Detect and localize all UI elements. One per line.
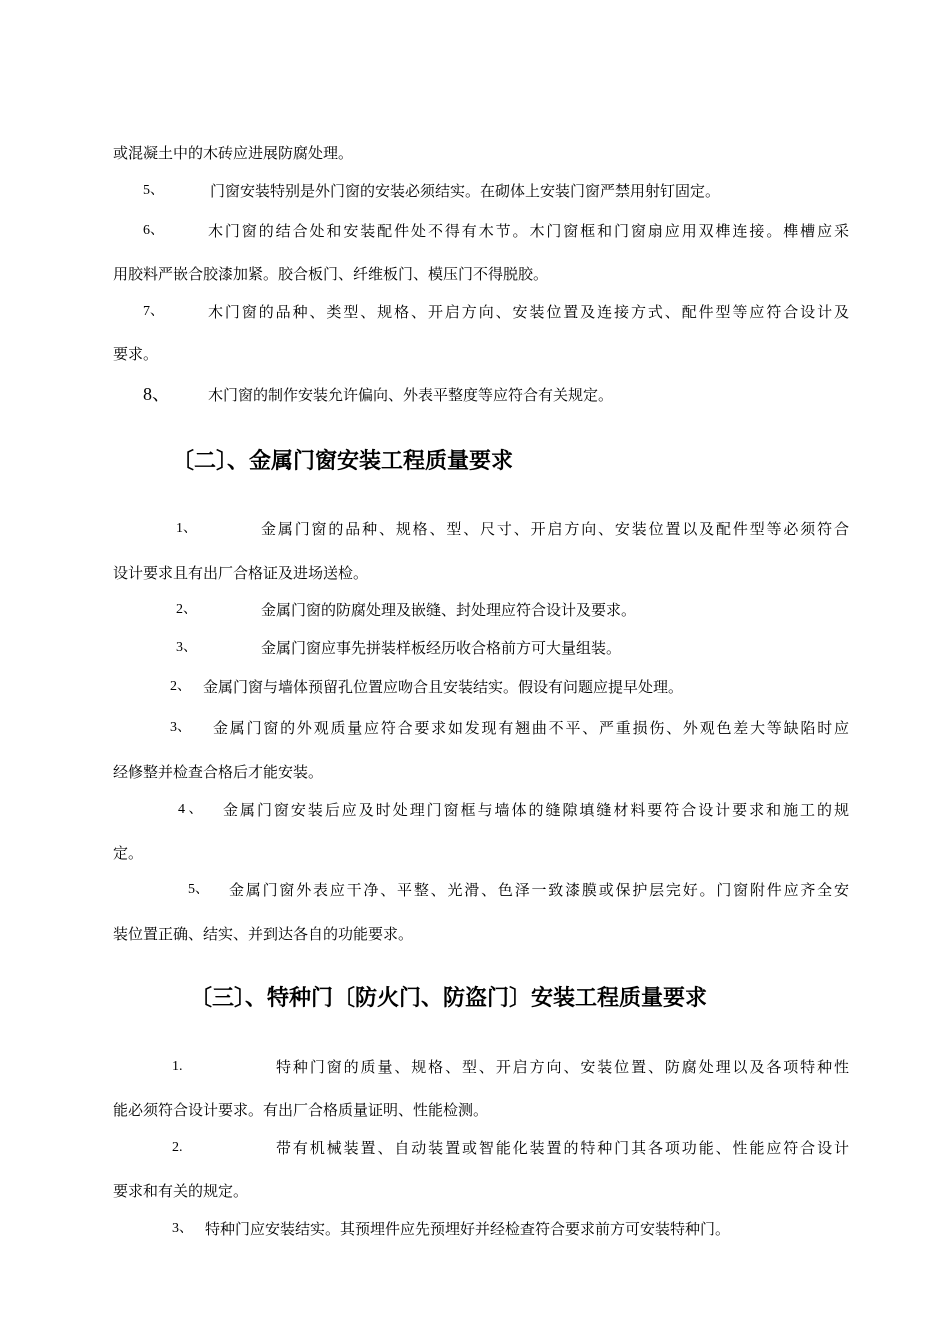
- item-text-cont: 要求和有关的规定。: [113, 1182, 249, 1200]
- paragraph-continuation: 或混凝土中的木砖应进展防腐处理。: [113, 144, 354, 162]
- item-number: 3、: [176, 640, 197, 655]
- item-text: 金属门窗应事先拼装样板经历收合格前方可大量组装。: [261, 639, 622, 657]
- item-text: 木门窗的品种、类型、规格、开启方向、安装位置及连接方式、配件型等应符合设计及: [208, 303, 849, 321]
- item-text: 木门窗的结合处和安装配件处不得有木节。木门窗框和门窗扇应用双榫连接。榫槽应采: [208, 222, 849, 240]
- item-number: 5、: [188, 882, 209, 897]
- item-text: 金属门窗安装后应及时处理门窗框与墙体的缝隙填缝材料要符合设计要求和施工的规: [223, 801, 849, 819]
- item-text: 木门窗的制作安装允许偏向、外表平整度等应符合有关规定。: [208, 386, 614, 404]
- item-text: 特种门应安装结实。其预埋件应先预埋好并经检查符合要求前方可安装特种门。: [205, 1220, 731, 1238]
- item-text-cont: 能必须符合设计要求。有出厂合格质量证明、性能检测。: [113, 1101, 489, 1119]
- item-text: 带有机械装置、自动装置或智能化装置的特种门其各项功能、性能应符合设计: [276, 1139, 849, 1157]
- item-text: 门窗安装特别是外门窗的安装必须结实。在砌体上安装门窗严禁用射钉固定。: [210, 182, 721, 200]
- item-number: 8、: [143, 384, 170, 404]
- item-number: 2、: [170, 679, 191, 694]
- item-text: 金属门窗与墙体预留孔位置应吻合且安装结实。假设有问题应提早处理。: [203, 678, 684, 696]
- item-text: 金属门窗外表应干净、平整、光滑、色泽一致漆膜或保护层完好。门窗附件应齐全安: [229, 881, 849, 899]
- item-number: 3、: [170, 720, 191, 735]
- item-number: 1、: [176, 521, 197, 536]
- item-number: 2.: [172, 1140, 183, 1155]
- item-number: 5、: [143, 183, 164, 198]
- section-heading: 〔三〕、特种门〔防火门、防盗门〕安装工程质量要求: [190, 986, 708, 1011]
- item-text-cont: 装位置正确、结实、并到达各自的功能要求。: [113, 925, 414, 943]
- item-number: 3、: [172, 1221, 193, 1236]
- item-number: 6、: [143, 223, 164, 238]
- item-text-cont: 要求。: [113, 345, 159, 363]
- item-number: 4 、: [178, 802, 203, 817]
- item-text: 金属门窗的防腐处理及嵌缝、封处理应符合设计及要求。: [261, 601, 637, 619]
- item-text-cont: 经修整并检查合格后才能安装。: [113, 763, 324, 781]
- item-text-cont: 定。: [113, 844, 144, 862]
- item-text: 金属门窗的外观质量应符合要求如发现有翘曲不平、严重损伤、外观色差大等缺陷时应: [213, 719, 849, 737]
- item-text: 特种门窗的质量、规格、型、开启方向、安装位置、防腐处理以及各项特种性: [276, 1058, 849, 1076]
- item-text: 金属门窗的品种、规格、型、尺寸、开启方向、安装位置以及配件型等必须符合: [261, 520, 849, 538]
- item-text-cont: 设计要求且有出厂合格证及进场送检。: [113, 564, 369, 582]
- item-number: 1.: [172, 1059, 183, 1074]
- item-number: 7、: [143, 304, 164, 319]
- section-heading: 〔二〕、金属门窗安装工程质量要求: [172, 449, 514, 474]
- item-text-cont: 用胶料严嵌合胶漆加紧。胶合板门、纤维板门、模压门不得脱胶。: [113, 265, 549, 283]
- item-number: 2、: [176, 602, 197, 617]
